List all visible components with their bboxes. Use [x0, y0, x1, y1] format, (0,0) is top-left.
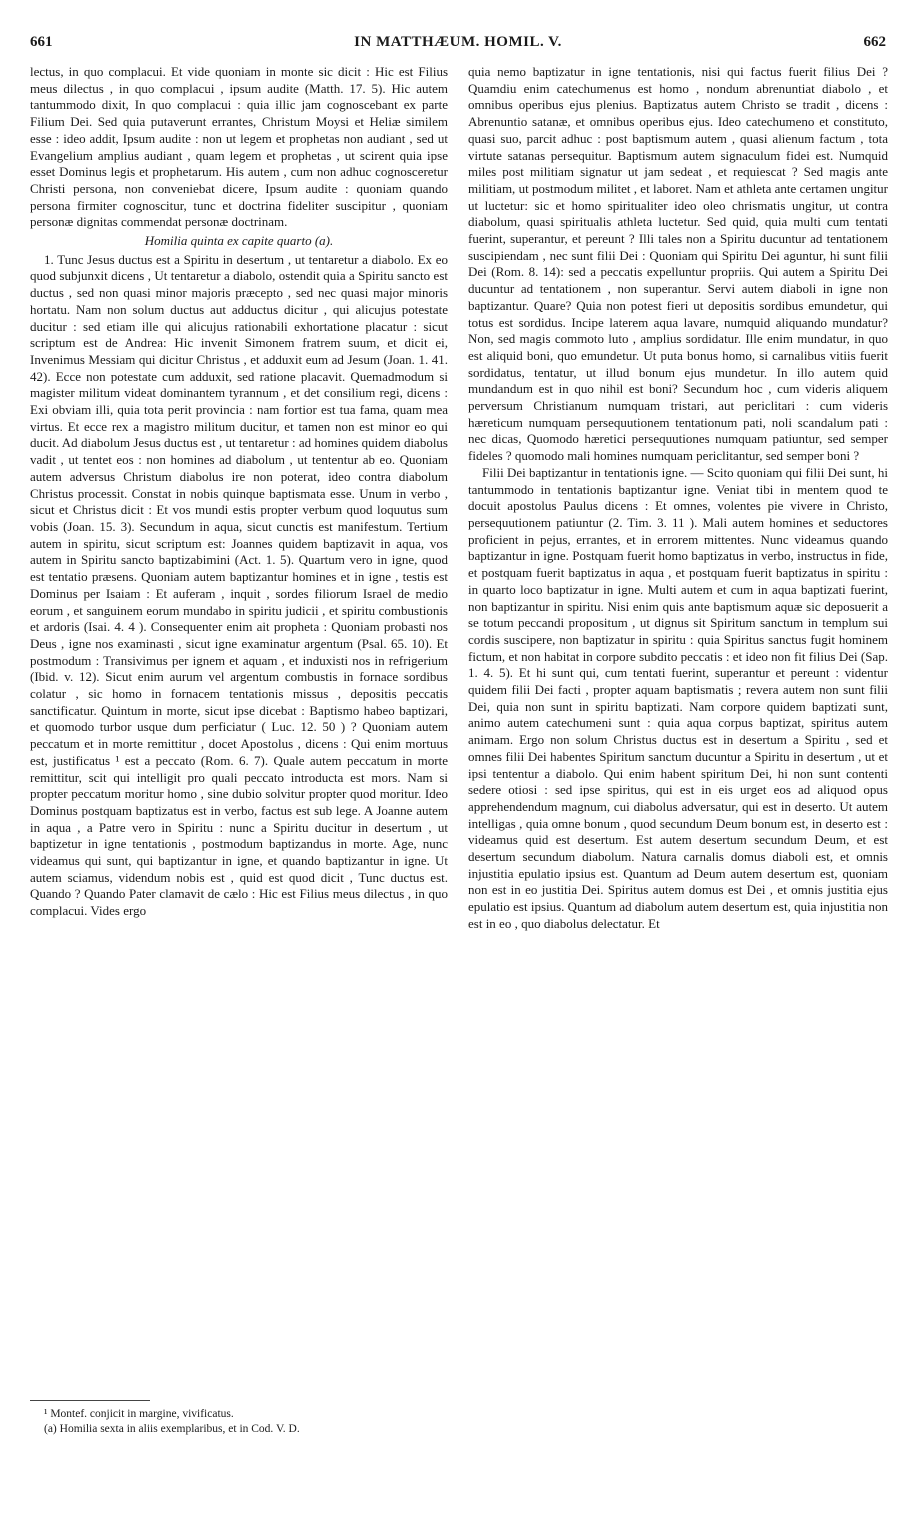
running-title: IN MATTHÆUM. HOMIL. V. [354, 34, 562, 50]
left-column [30, 64, 448, 920]
left-paragraph-1: lectus, in quo complacui. Et vide quoniam in monte sic dicit : Hic est Filius meus dilectus , in quo complacui , ipsum audite (Matth. 17. 5). Hic autem tantummodo dixit, In quo complacui : quia illic jam cognoscebant ex parte Filium Dei. Sed quia putaverunt errantes, Christum Moysi et Heliæ similem esse : ideo addit, Ipsum audite : non ut legem et prophetas non audiant , sed ut Evangelium amplius audiant , quam legem et prophetas , ut scirent quia ipse esset Dominus legis et prophetarum. His autem , cum non adhuc cognosceretur Christi persona, non conveniebat dicere, Ipsum audite : quoniam quando persona firmiter cognoscitur, tunc et doctrina fideliter suscipitur , quoniam personæ dignitas commendat personæ doctrinam. [30, 64, 448, 230]
footnote-1: ¹ Montef. conjicit in margine, vivificatus. [44, 1408, 234, 1420]
page-header [30, 30, 886, 56]
right-column [468, 64, 888, 933]
right-paragraph-2: Filii Dei baptizantur in tentationis igne. — Scito quoniam qui filii Dei sunt, hi tantummodo in tentationis baptizantur igne. Veniat tibi in mentem quod te docuit apostolus Paulus dicens : Et omnes, volentes pie vivere in Christo, persequutionem patiuntur (2. Tim. 3. 11 ). Mali autem homines et seductores proficient in pejus, errantes, et in errorem mittentes. Nunc videamus quando baptizantur in igne. Postquam fuerit homo baptizatus in verbo, instructus in fide, et postquam fuerit baptizatus in aqua , et postquam fuerit baptizatus in spiritu : in quarto loco baptizatur in igne. Multi autem et cum in aqua baptizati fuerint, non baptizantur in spiritu. Nisi enim quis ante baptismum aquæ sic deposuerit a se totum peccandi propositum , ut dignus sit Spiritum sanctum in templum sui cordis suscipere, non baptizatur in spiritu : quia Spiritus sanctus fugit hominem fictum, et non habitat in corpore subdito peccatis : et ideo non fit filius Dei (Sap. 1. 4. 5). Et hi sunt qui, cum tentati fuerint, superantur et pereunt : videntur quidem filii Dei facti , propter aquam baptismatis ; revera autem non sunt filii Dei, quia non sunt in spiritu baptizati. Nam corpore quidem baptizati sunt, animo autem catechumeni sunt : quia aqua corpus baptizat, spiritus autem animam. Ergo non solum Christus ductus est in desertum a Spiritu , sed et omnes filii Dei habentes Spiritum sanctum ducuntur a Spiritu in desertum , ut et ipsi tententur a diabolo. Qui enim habent spiritum Dei, hi non sunt contenti sedere otiosi : sed ipse spiritus, qui est in eis urget eos ad aliquod opus apprehendendum magnum, cui diabolus adversatur, qui est in deserto. Ut autem intelligas , quia omne bonum , quod secundum Deum bonum est, in deserto est : videamus quid est desertum. Est autem desertum secundum Deum, et est desertum secundum diabolum. Natura carnalis domus diaboli est, et omnis injustitia epulatio ipsius est. Quantum ad Deum autem desertum est, quoniam non est in eo justitia Dei. Spiritus autem domus est Dei , et omnis justitia ejus epulatio est ipsius. Quantum ad diabolum autem desertum est, quia injustitia non est in eo , quo diabolus delectatur. Et [468, 464, 888, 931]
footnotes [30, 1407, 448, 1437]
footnote-2: (a) Homilia sexta in aliis exemplaribus, et in Cod. V. D. [44, 1423, 300, 1435]
footnote-divider [30, 1400, 150, 1401]
left-paragraph-2: 1. Tunc Jesus ductus est a Spiritu in desertum , ut tentaretur a diabolo. Ex eo quod subjunxit dicens , Ut tentaretur a diabolo, ostendit quia a Spiritu sancto est ductus , sed non quasi minor majoris præcepto , sed nec quasi major minoris hortatu. Nam non solum ductus aut adductus dicitur , qui alicujus potestate ducitur : sed etiam ille qui alicujus rationabili exhortatione placatur : sicut scriptum est de Andrea: Hic invenit Simonem fratrem suum, et dicit ei, Invenimus Messiam qui dicitur Christus , et adduxit eum ad Jesum (Joan. 1. 41. 42). Ecce non potestate cum adduxit, sed ratione placavit. Quemadmodum si magister militum videat dominantem tyrannum , et det consilium regi, dicens : Exi obviam illi, quia tota perit provincia : nam fortior est tua fama, quam mea virtus. Et ecce rex a magistro militum ducitur, et tamen non est minor eo qui ducit. Ad diabolum Jesus ductus est , ut tentaretur : ad homines quidem diabolus vadit , ut tentet eos : non homines ad diabolum , ut tententur ab eo. Quoniam autem adversus Christum diabolus ire non poterat, ideo contra diabolum Christus processit. Constat in nobis quinque baptismata esse. Unum in verbo , sicut et Christus dicit : Et vos mundi estis propter verbum quod loquutus sum vobis (Joan. 15. 3). Secundum in aqua, sicut cunctis est manifestum. Tertium autem in spiritu, sicut scriptum est: Joannes quidem baptizavit in aqua, vos autem in Spiritu sancto baptizabimini (Act. 1. 5). Quartum vero in igne, quod est tentatio præsens. Quoniam autem baptizantur homines et in igne , testis est Dominus per Isaiam : Et auferam , inquit , sordes filiorum Israel de medio eorum , et sanguinem eorum mundabo in spiritu judicii , et spiritu combustionis et ardoris (Isai. 4. 4 ). Consequenter enim ait propheta : Quoniam probasti nos Deus , igne nos examinasti , sicut igne examinatur argentum (Psal. 65. 10). Et postmodum : Transivimus per ignem et aquam , et induxisti nos in refrigerium (Ibid. v. 12). Sicut enim aurum vel argentum combustis in fornace sordibus colatur , sic homo in fornacem tentationis missus , depositis peccatis sanctificatur. Quintum in morte, sicut ipse dicebat : Baptismo habeo baptizari, et quomodo turbor usque dum perficiatur ( Luc. 12. 50 ) ? Quoniam autem peccatum et in morte remittitur , docet Apostolus , dicens : Qui enim mortuus est, justificatus ¹ est a peccato (Rom. 6. 7). Quale autem peccatum in morte remittitur, scit qui intelligit pro quali peccato introducta est mors. Nam si propter peccatum moritur homo , sine dubio solvitur propter quod moritur. Ideo Dominus postquam baptizatus est in verbo, factus est sub lege. A Joanne autem in aqua , a Patre vero in Spiritu : nunc a Spiritu ducitur in desertum , ut baptizetur in igne tentationis , postmodum baptizandus in morte. Age, nunc videamus qui sunt, qui baptizantur in igne, et quando baptizantur in igne. Ut autem sciamus, videndum nobis est , quid est quod dicit , Tunc ductus est. Quando ? Quando Pater clamavit de cælo : Hic est Filius meus dilectus , in quo complacui. Vides ergo [30, 251, 448, 919]
homily-heading: Homilia quinta ex capite quarto (a). [144, 233, 334, 249]
right-paragraph-1: quia nemo baptizatur in igne tentationis, nisi qui factus fuerit filius Dei ? Quamdiu enim catechumenus est homo , nondum abrenuntiat diabolo , et omnibus operibus ejus plenius. Baptizatus autem Christo se tradit , dicens : Abrenuntio satanæ, et omnibus operibus ejus. Ideo catechumeno et constituto, quasi suo, parcit adhuc : post baptismum autem , quasi alienum factum , tota virtute satanas persequitur. Baptismum autem signaculum fidei est. Numquid miles post militiam signatur ut jam sedeat , et requiescat ? Sed magis ante militiam, ut postmodum militet , et laboret. Nam et athleta ante certamen ungitur ut luctetur: sic et homo spiritualiter ideo oleo chrismatis ungitur, ut contra diabolum, quasi spiritualis athleta luctetur. Sed quid, quia multi cum tentati fuerint, superantur, et pereunt ? Illi tales non a Spiritu ducuntur ad tentationem suscipiendam , nec sunt filii Dei : Quoniam qui Spiritu Dei aguntur, hi sunt filii Dei (Rom. 8. 14): sed a peccatis expelluntur propriis. Qui autem a Spiritu Dei ducuntur ad tentationem , non superantur. Servi autem diaboli in igne non baptizantur. Quare? Quia non potest fieri ut depositis sordibus emundetur, qui totus est sordidus. Incipe laterem aqua lavare, numquid aliquando mundatur? Non, sed magis commoto luto , amplius sordidatur. Ille enim mundatur, in quo est aliquid boni, quo emundetur. Ut puta bonus homo, si carnalibus vitiis fuerit sordidatus, tentatur, ut illud bonum ejus mundetur. In illo autem quid mundandum est in quo nihil est boni? Secundum hoc , cum videris aliquem perversum Christianum numquam tristari, aut periclitari : cum videris hæreticum numquam persequutionem tentationum pati, noli scandalum pati : nec dicas, Quomodo hæretici persequutiones numquam patiuntur, sed semper fideles ? quomodo mali homines numquam periclitantur, sed semper boni ? [468, 64, 888, 464]
page-number-left: 661 [30, 34, 53, 50]
page-number-right: 662 [863, 34, 886, 50]
